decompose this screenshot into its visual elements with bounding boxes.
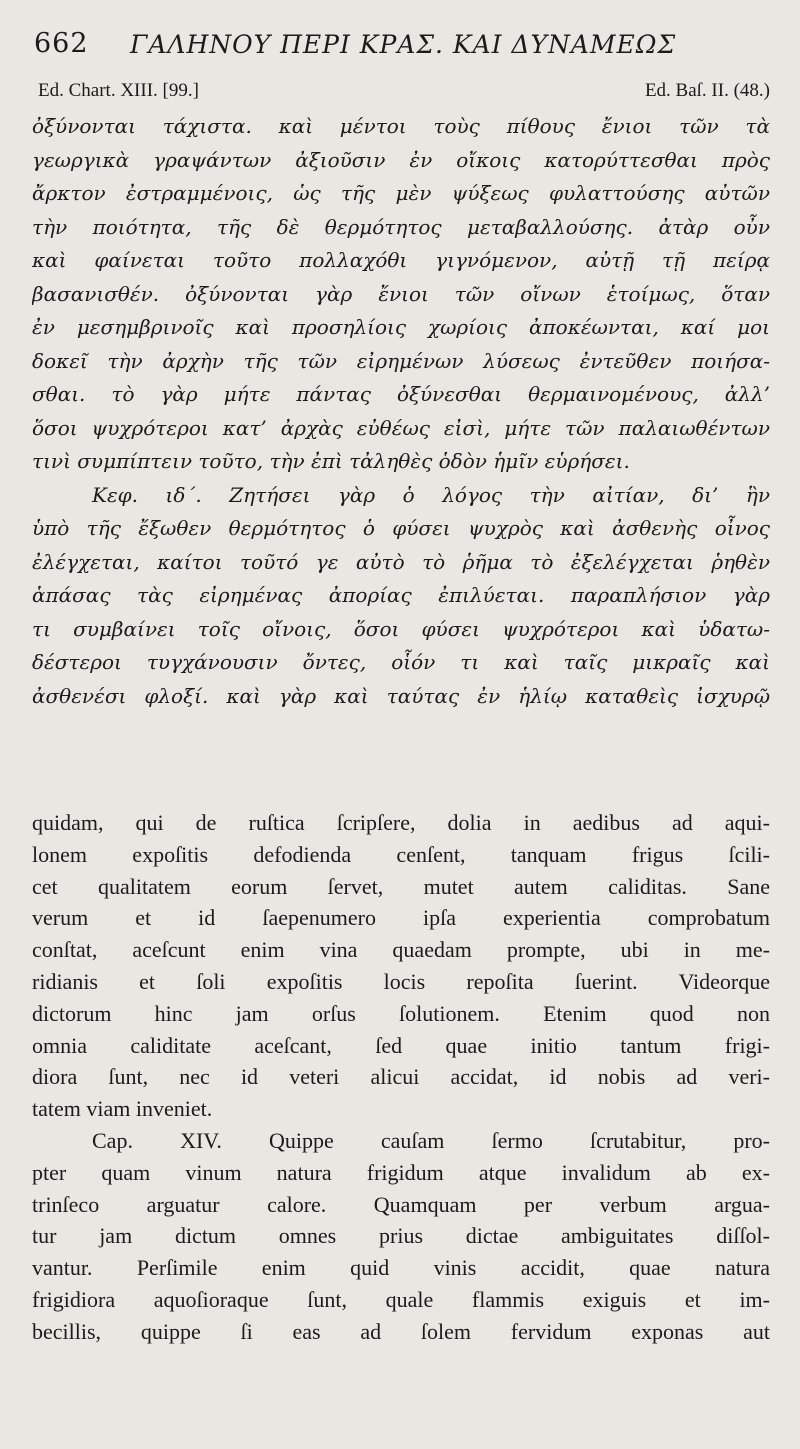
latin-line: trinſeco arguatur calore. Quamquam per verbum argua- [32, 1191, 770, 1217]
greek-line: καὶ φαίνεται τοῦτο πολλαχόθι γιγνόμενον, αὐτῇ τῇ πείρᾳ [32, 248, 770, 272]
greek-line: ὑπὸ τῆς ἔξωθεν θερμότητος ὁ φύσει ψυχρὸς καὶ ἀσθενὴς οἶνος [32, 516, 770, 540]
greek-line: δοκεῖ τὴν ἀρχὴν τῆς τῶν εἰρημένων λύσεως ἐντεῦθεν ποιήσα- [32, 348, 770, 373]
latin-line: pter quam vinum natura frigidum atque invalidum ab ex- [32, 1159, 770, 1185]
greek-line: ἁπάσας τὰς εἰρημένας ἀπορίας ἐπιλύεται. παραπλήσιον γὰρ [32, 583, 770, 607]
greek-line: ἄρκτον ἐστραμμένοις, ὡς τῆς μὲν ψύξεως φυλαττούσης αὐτῶν [32, 181, 770, 205]
greek-line: ἀσθενέσι φλοξί. καὶ γὰρ καὶ ταύτας ἐν ἡλίῳ καταθεὶς ἰσχυρῷ [32, 683, 770, 708]
greek-line: ὅσοι ψυχρότεροι κατ’ ἀρχὰς εὐθέως εἰσὶ, μήτε τῶν παλαιωθέντων [32, 415, 770, 440]
greek-line: τινὶ συμπίπτειν τοῦτο, τὴν ἐπὶ τἀληθὲς ὁδὸν ἡμῖν εὑρήσει. [32, 449, 630, 473]
latin-line: dictorum hinc jam orſus ſolutionem. Etenim quod non [32, 1000, 770, 1026]
latin-line: tatem viam inveniet. [32, 1096, 213, 1122]
edition-basel-ref: Ed. Baſ. II. (48.) [644, 80, 770, 101]
latin-line: diora ſunt, nec id veteri alicui accidat, id nobis ad veri- [32, 1064, 770, 1090]
greek-line: τι συμβαίνει τοῖς οἴνοις, ὅσοι φύσει ψυχρότεροι καὶ ὑδατω- [32, 616, 770, 641]
latin-line: verum et id ſaepenumero ipſa experientia comprobatum [32, 905, 770, 931]
greek-line: τὴν ποιότητα, τῆς δὲ θερμότητος μεταβαλλούσης. ἀτὰρ οὖν [32, 214, 770, 239]
page-number: 662 [34, 28, 89, 59]
edition-chartier-ref: Ed. Chart. XIII. [99.] [38, 80, 199, 101]
latin-line: lonem expoſitis defodienda cenſent, tanquam frigus ſcili- [32, 841, 770, 867]
edition-reference-line [30, 80, 770, 106]
greek-text-block [32, 110, 770, 713]
greek-line: ἐλέγχεται, καίτοι τοῦτό γε αὐτὸ τὸ ῥῆμα τὸ ἐξελέγχεται ῥηθὲν [32, 549, 770, 574]
latin-line: vantur. Perſimile enim quid vinis accidit, quae natura [32, 1255, 770, 1281]
greek-line: ὀξύνονται τάχιστα. καὶ μέντοι τοὺς πίθους ἔνιοι τῶν τὰ [32, 114, 770, 138]
latin-line: becillis, quippe ſi eas ad ſolem fervidum exponas aut [32, 1318, 770, 1344]
running-title: ΓΑΛΗΝΟΥ ΠΕΡΙ ΚΡΑΣ. ΚΑΙ ΔΥΝΑΜΕΩΣ [130, 30, 677, 59]
latin-line: omnia caliditate aceſcant, ſed quae initio tantum frigi- [32, 1032, 770, 1058]
latin-line: quidam, qui de ruſtica ſcripſere, dolia in aedibus ad aqui- [32, 810, 770, 835]
greek-line: βασανισθέν. ὀξύνονται γὰρ ἔνιοι τῶν οἴνων ἑτοίμως, ὅταν [32, 281, 770, 306]
page-header [30, 24, 770, 64]
latin-line: tur jam dictum omnes prius dictae ambiguitates diſſol- [32, 1223, 770, 1249]
latin-chapter-heading-line: Cap. XIV. Quippe cauſam ſermo ſcrutabitur, pro- [92, 1127, 770, 1153]
latin-line: ridianis et ſoli expoſitis locis repoſita ſuerint. Videorque [32, 968, 770, 994]
greek-line: δέστεροι τυγχάνουσιν ὄντες, οἷόν τι καὶ ταῖς μικραῖς καὶ [32, 650, 770, 674]
greek-line: γεωργικὰ γραψάντων ἀξιοῦσιν ἐν οἴκοις κατορύττεσθαι πρὸς [32, 147, 770, 172]
greek-line: σθαι. τὸ γὰρ μήτε πάντας ὀξύνεσθαι θερμαινομένους, ἀλλ’ [32, 382, 770, 406]
greek-chapter-heading-line: Κεφ. ιδ΄. Ζητήσει γὰρ ὁ λόγος τὴν αἰτίαν, δι’ ἣν [92, 482, 770, 507]
greek-line: ἐν μεσημβρινοῖς καὶ προσηλίοις χωρίοις ἀποκέωνται, καί μοι [32, 315, 770, 339]
latin-line: cet qualitatem eorum ſervet, mutet autem caliditas. Sane [32, 873, 770, 899]
latin-text-block [32, 807, 770, 1348]
latin-line: conſtat, aceſcunt enim vina quaedam prompte, ubi in me- [32, 937, 770, 963]
latin-line: frigidiora aquoſioraque ſunt, quale flammis exiguis et im- [32, 1286, 770, 1312]
